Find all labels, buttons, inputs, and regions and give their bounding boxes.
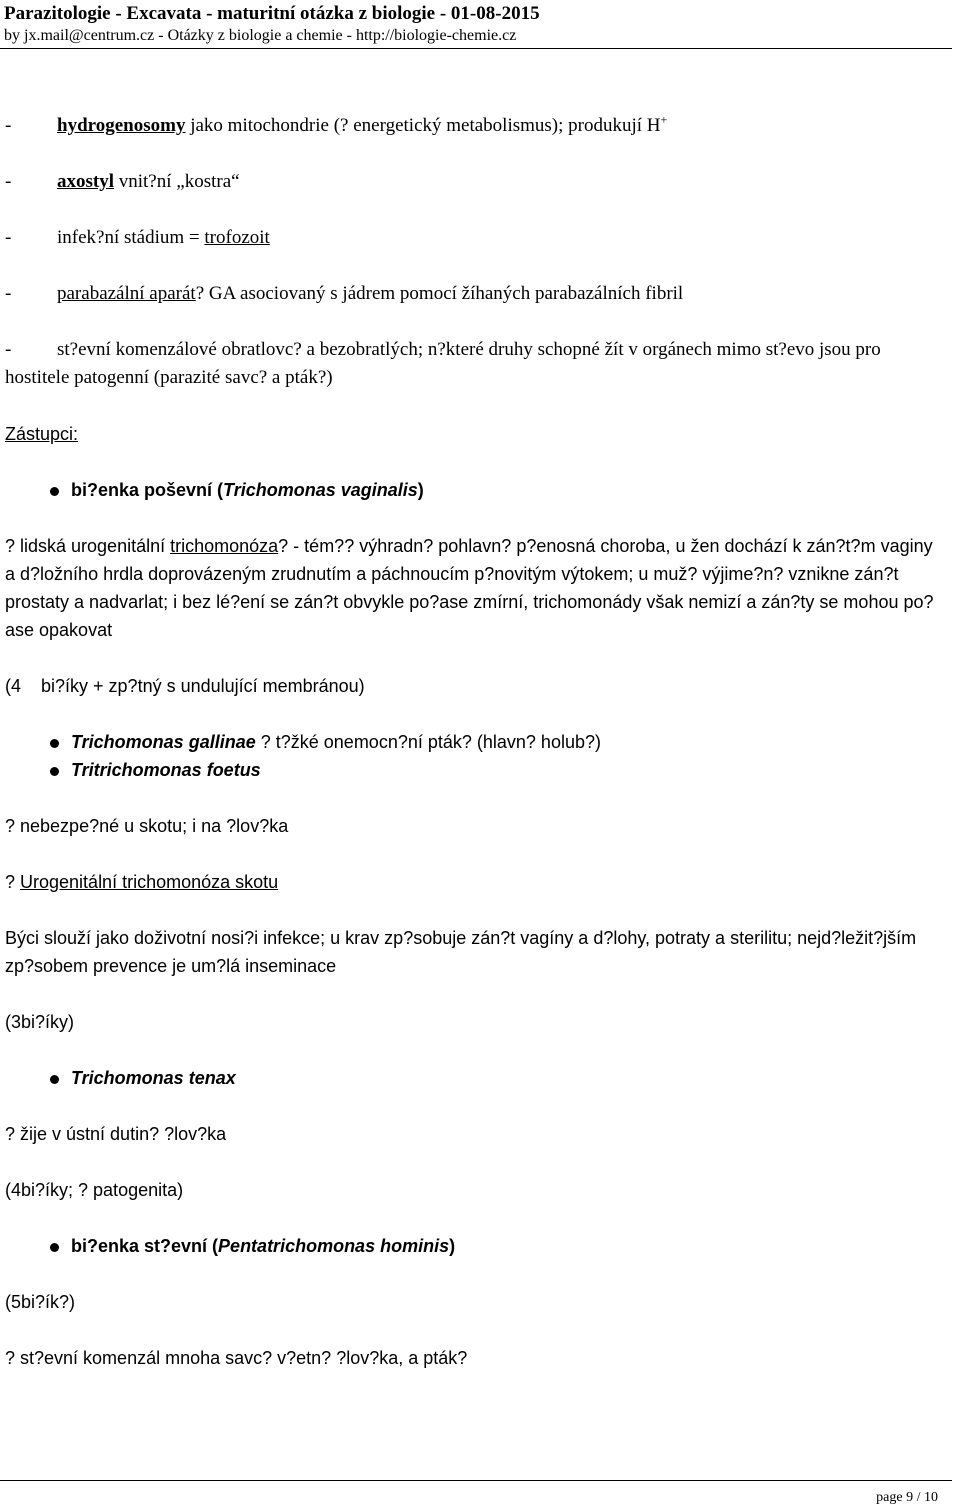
paragraph: (4 bi?íky + zp?tný s undulující membránou) xyxy=(5,676,365,696)
para-text: ? - tém?? výhradn? pohlavn? p?enosná choroba, u žen dochází k zán?t?m vaginy a d?ložního hrdla doprovázeným zrudnutím a páchnoucím p?novitým výtokem; u muž? výjime?n? vznikne zán?t prostaty a nadvarlat; i bez lé?ení se zán?t obvykle po?ase zmírní, trichomonády však nemizí a zán?ty se mohou po?ase opakovat xyxy=(5,536,934,640)
bullet-text: ? t?žké onemocn?ní pták? (hlavn? holub?) xyxy=(260,732,601,752)
document-title: Parazitologie - Excavata - maturitní otázka z biologie - 01-08-2015 xyxy=(4,3,540,24)
term-hydrogenosomy: hydrogenosomy xyxy=(57,115,186,136)
bullet-text: bi?enka poševní ( xyxy=(71,480,224,500)
document-byline: by jx.mail@centrum.cz - Otázky z biologie a chemie - http://biologie-chemie.cz xyxy=(4,27,517,44)
paragraph: ? st?evní komenzál mnoha savc? v?etn? ?lov?ka, a pták? xyxy=(5,1348,468,1368)
list-item xyxy=(5,224,935,252)
dash-marker: - xyxy=(5,171,12,192)
paragraph: ? žije v ústní dutin? ?lov?ka xyxy=(5,1124,227,1144)
term-trichomonoza: trichomonóza xyxy=(170,536,279,556)
species-name: Trichomonas vaginalis xyxy=(223,480,418,500)
bullet-text: ) xyxy=(449,1236,456,1256)
bullet-text: ) xyxy=(417,480,424,500)
bullet-item xyxy=(5,1064,935,1092)
list-item xyxy=(5,336,935,392)
list-item xyxy=(5,280,935,308)
term-axostyl: axostyl xyxy=(57,171,114,192)
species-name: Trichomonas gallinae xyxy=(71,732,256,752)
superscript: + xyxy=(660,112,668,127)
dash-marker: - xyxy=(5,283,12,304)
item-text: jako mitochondrie (? energetický metabolismus); produkují H xyxy=(185,115,661,136)
bullet-item xyxy=(5,756,935,784)
term-urogenitalni: Urogenitální trichomonóza skotu xyxy=(20,872,279,892)
item-text: vnit?ní „kostra“ xyxy=(114,171,240,192)
list-item xyxy=(5,168,935,196)
dash-marker: - xyxy=(5,227,12,248)
term-trofozoit: trofozoit xyxy=(204,227,270,248)
page-number: page 9 / 10 xyxy=(876,1490,938,1505)
footer-divider xyxy=(0,1480,952,1481)
bullet-item xyxy=(5,1232,935,1260)
paragraph: ? nebezpe?né u skotu; i na ?lov?ka xyxy=(5,816,289,836)
species-name: Tritrichomonas foetus xyxy=(71,760,261,780)
para-text: ? lidská urogenitální xyxy=(5,536,171,556)
item-text: ? GA asociovaný s jádrem pomocí žíhaných parabazálních fibril xyxy=(195,283,684,304)
list-item xyxy=(5,112,935,140)
page-header xyxy=(4,0,956,46)
paragraph: (3bi?íky) xyxy=(5,1012,75,1032)
paragraph: (5bi?ík?) xyxy=(5,1292,76,1312)
paragraph: Býci slouží jako doživotní nosi?i infekce; u krav zp?sobuje zán?t vagíny a d?lohy, potraty a sterilitu; nejd?ležit?jším zp?sobem prevence je um?lá inseminace xyxy=(5,928,917,976)
dash-marker: - xyxy=(5,115,12,136)
item-text: st?evní komenzálové obratlovc? a bezobratlých; n?které druhy schopné žít v orgánech mimo st?evo jsou pro hostitele patogenní (parazité savc? a pták?) xyxy=(5,339,881,388)
document-body xyxy=(5,112,935,1372)
paragraph xyxy=(5,532,935,644)
species-name: Trichomonas tenax xyxy=(71,1068,236,1088)
dash-marker: - xyxy=(5,339,12,360)
bullet-item xyxy=(5,476,935,504)
para-text: ? xyxy=(5,872,21,892)
item-text: infek?ní stádium = xyxy=(57,227,205,248)
paragraph xyxy=(5,868,935,896)
section-heading: Zástupci: xyxy=(5,424,79,444)
term-parabazalni-aparat: parabazální aparát xyxy=(57,283,196,304)
bullet-text: bi?enka st?evní ( xyxy=(71,1236,219,1256)
paragraph: (4bi?íky; ? patogenita) xyxy=(5,1180,184,1200)
species-name: Pentatrichomonas hominis xyxy=(218,1236,450,1256)
header-divider xyxy=(0,48,952,49)
bullet-item xyxy=(5,728,935,756)
